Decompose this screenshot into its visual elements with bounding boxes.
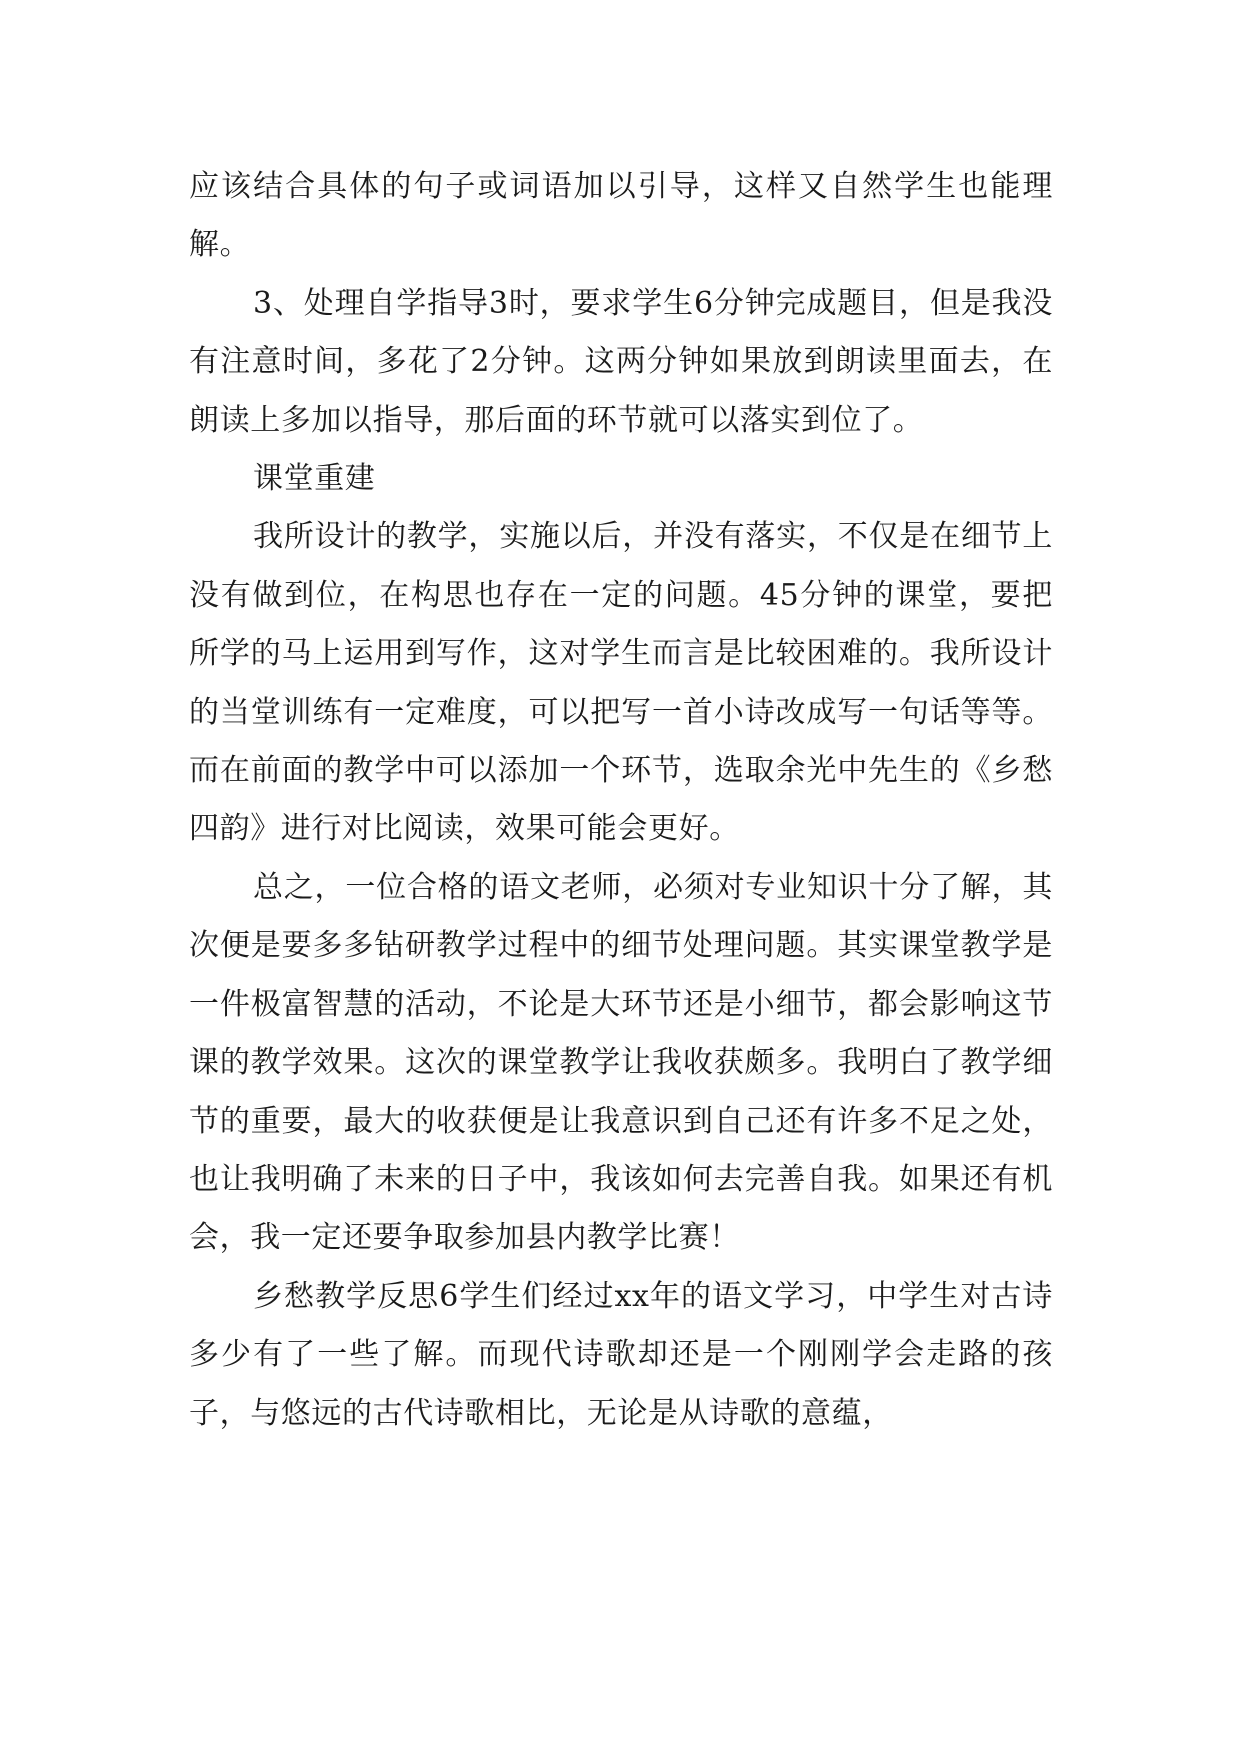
paragraph-reflection-6: 乡愁教学反思6学生们经过xx年的语文学习，中学生对古诗多少有了一些了解。而现代诗歌却还是一个刚刚学会走路的孩子，与悠远的古代诗歌相比，无论是从诗歌的意蕴， (189, 1278, 1053, 1431)
paragraph-continuation: 应该结合具体的句子或词语加以引导，这样又自然学生也能理解。 (189, 169, 1053, 263)
section-heading-classroom-rebuild: 课堂重建 (253, 461, 376, 497)
paragraph-point-3: 3、处理自学指导3时，要求学生6分钟完成题目，但是我没有注意时间，多花了2分钟。这两分钟如果放到朗读里面去，在朗读上多加以指导，那后面的环节就可以落实到位了。 (189, 285, 1053, 438)
paragraph-summary: 总之，一位合格的语文老师，必须对专业知识十分了解，其次便是要多多钻研教学过程中的细节处理问题。其实课堂教学是一件极富智慧的活动，不论是大环节还是小细节，都会影响这节课的教学效果。这次的课堂教学让我收获颇多。我明白了教学细节的重要，最大的收获便是让我意识到自己还有许多不足之处，也让我明确了未来的日子中，我该如何去完善自我。如果还有机会，我一定还要争取参加县内教学比赛！ (189, 869, 1053, 1256)
document-page (189, 158, 1053, 1443)
paragraph-classroom-rebuild: 我所设计的教学，实施以后，并没有落实，不仅是在细节上没有做到位，在构思也存在一定的问题。45分钟的课堂，要把所学的马上运用到写作，这对学生而言是比较困难的。我所设计的当堂训练有一定难度，可以把写一首小诗改成写一句话等等。而在前面的教学中可以添加一个环节，选取余光中先生的《乡愁四韵》进行对比阅读，效果可能会更好。 (189, 519, 1053, 847)
